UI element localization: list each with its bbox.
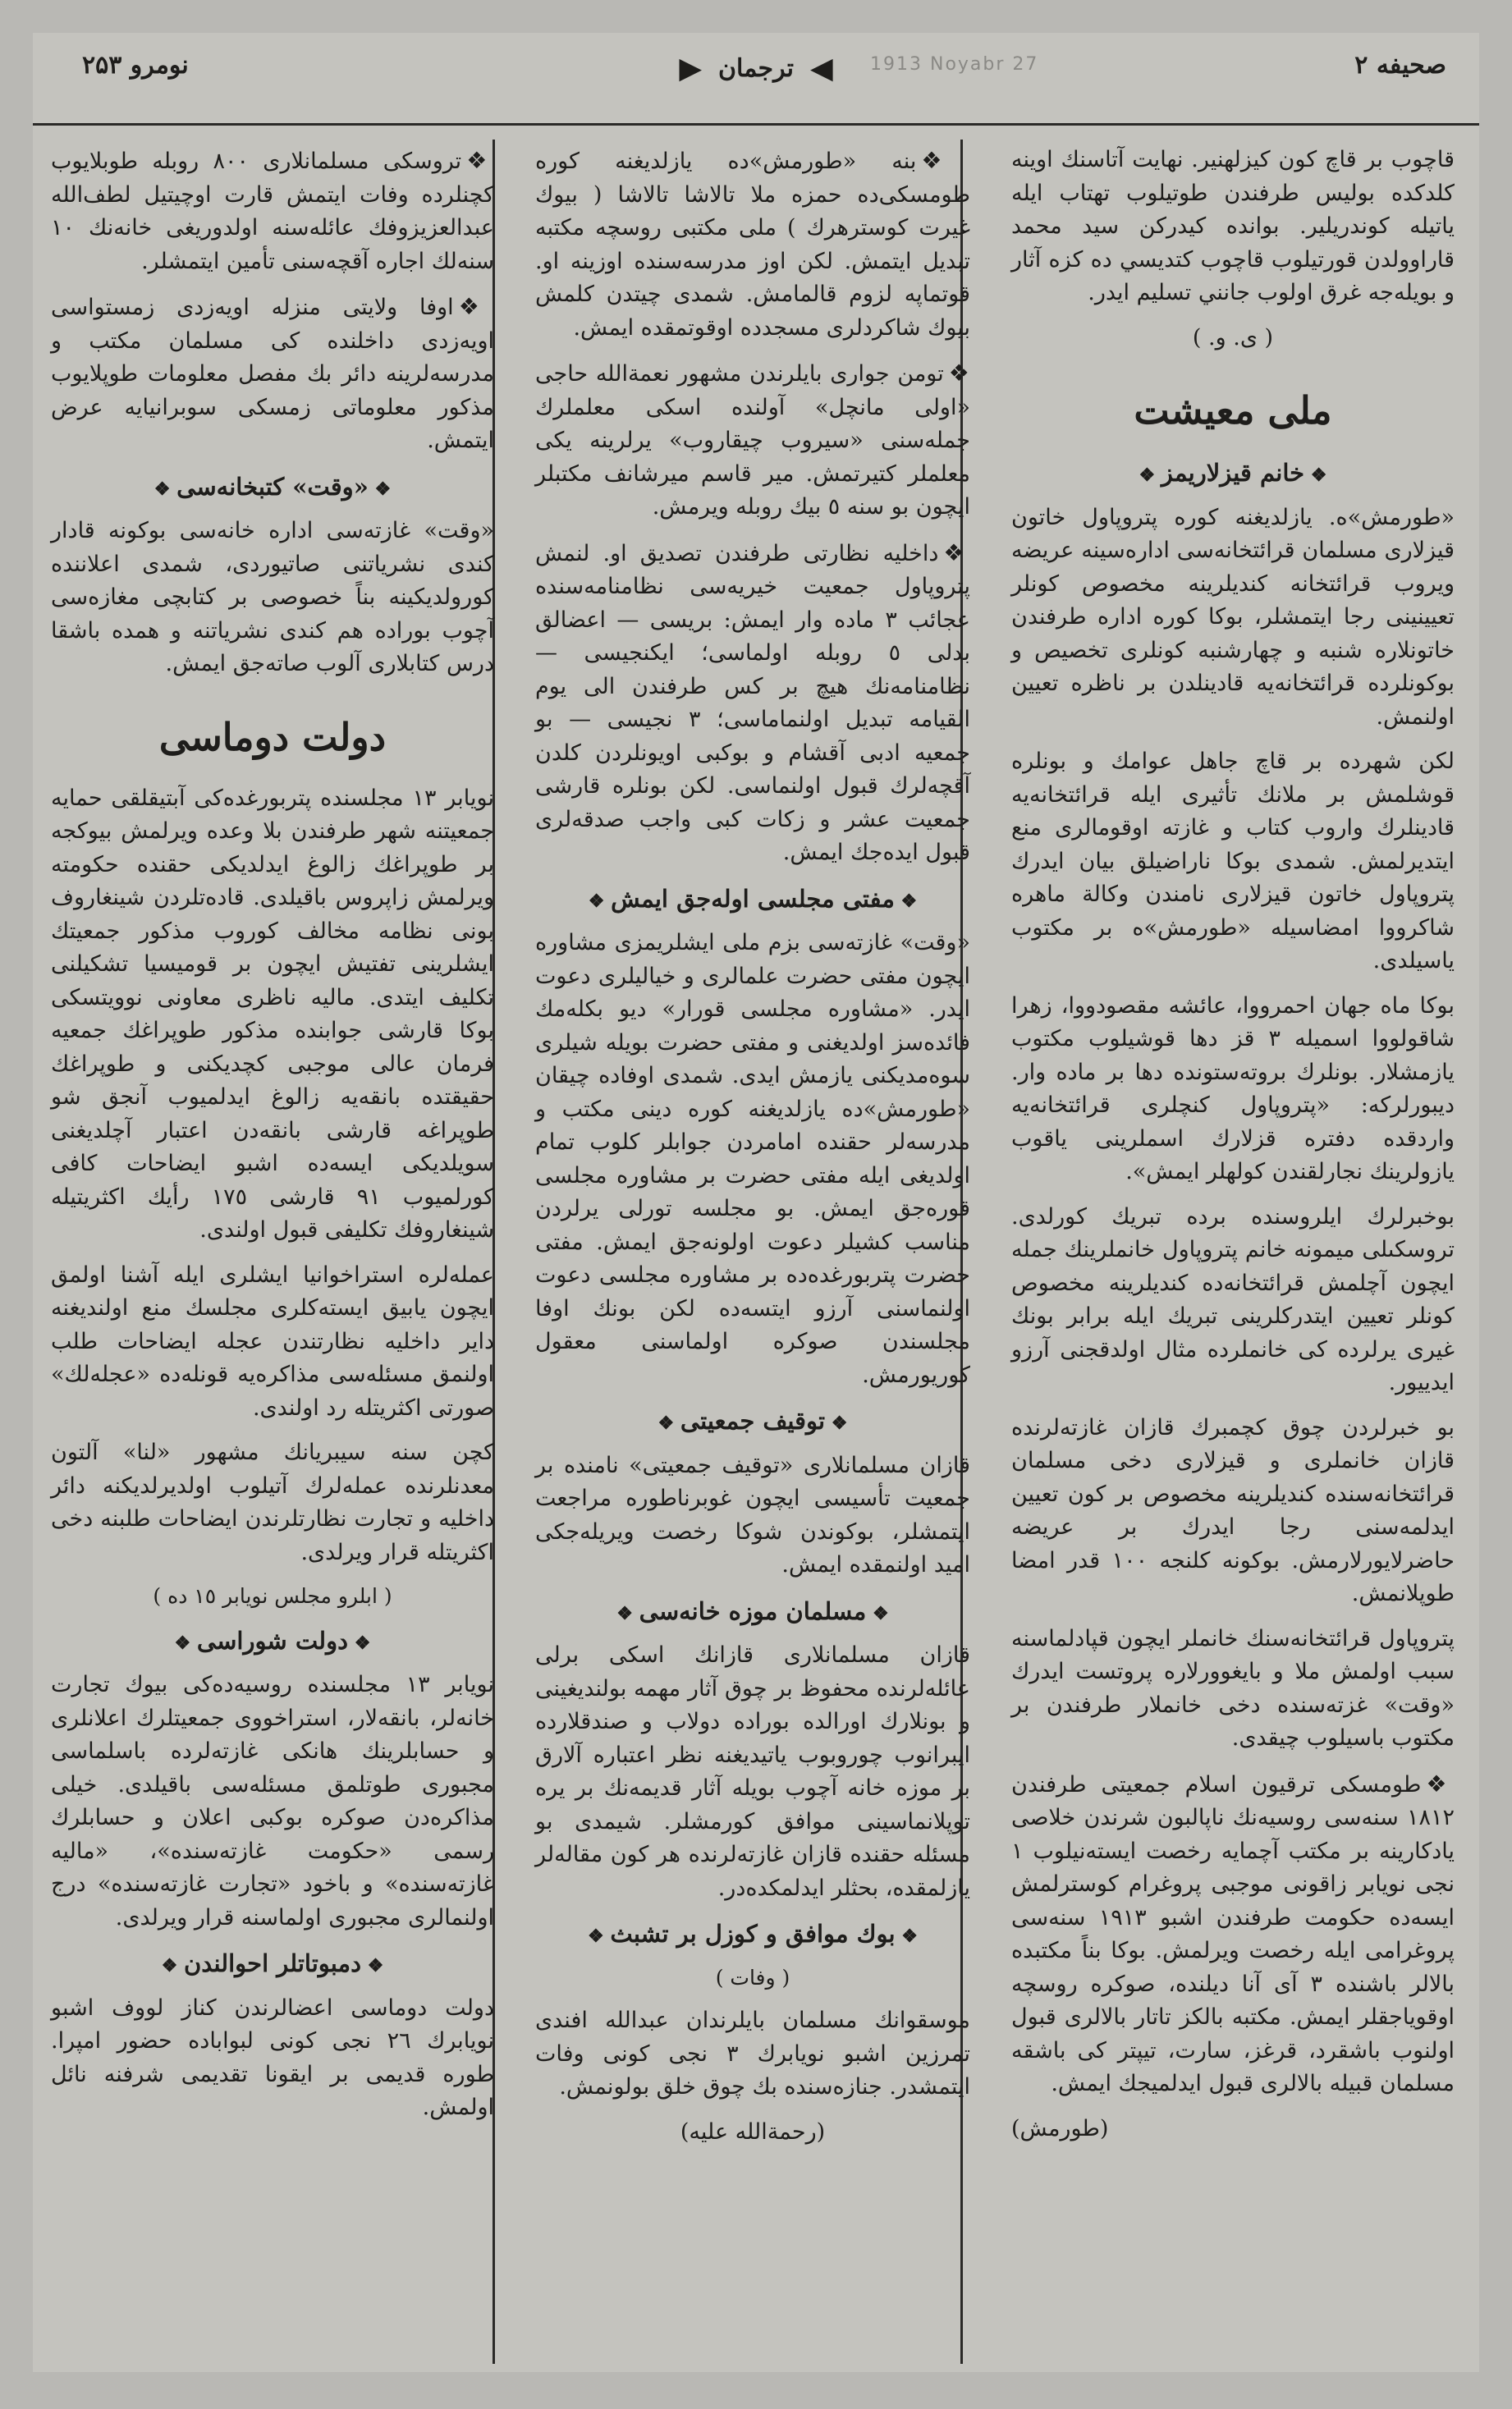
article-paragraph bbox=[51, 144, 494, 278]
column-left bbox=[51, 144, 494, 2360]
article-paragraph: «وقت» غازته‌سى بزم ملى ايشلريمزى مشاوره ايچون مفتى حضرت علمالرى و خياليلرى دعوت ايدر. «مشاوره مجلسى قورار» ديو بكله‌مك فائده‌سز اولديغنى و مفتى حضرت بويله شيلرى سوه‌مديكنى يازمش ايدى. شمدى اوفاده چيقان «طورمش»ده يازلديغنه كوره دينى مكتب و مدرسه‌لر حقنده امامردن جوابلر كلوب تمام اولديغى ايله مفتى حضرت بر مشاوره مجلسى قوره‌جق ايمش. بو مجلسه تورلى يرلردن مناسب كشيلر دعوت اولونه‌جق ايمش. مفتى حضرت پتربورغده‌ده بر مشاوره مجلسى دعوت اولنماسنى آرزو ايتسه‌ده لكن بونك اوفا مجلسندن صوكره اولماسنى معقول كوريورمش. bbox=[535, 930, 970, 1388]
subsection-title: ❖ مفتى مجلسى اوله‌جق ايمش ❖ bbox=[535, 882, 970, 918]
ornament-icon: ❖ bbox=[943, 538, 970, 566]
article-paragraph: قازان مسلمانلارى «توقيف جمعيتى» نامنده بر جمعيت تأسيسى ايچون غوبرناطوره مراجعت ايتمشلر، بوكوندن شوكا رخصت ويريله‌جكى اميد اولنمقده ايمش. bbox=[535, 1452, 970, 1578]
article-paragraph: «وقت» غازته‌سى اداره خانه‌سى بوكونه قادار كندى نشرياتنى صاتيوردى، شمدى اعلاننده كورولديكينه بناً خصوصى بر كتابچى مغازه‌سى آچوب بوراده هم كندى نشرياتنه و همده باشقا درس كتابلارى آلوب صاته‌جق ايمش. bbox=[51, 518, 494, 676]
page-header bbox=[33, 33, 1479, 126]
article-paragraph bbox=[1011, 1767, 1455, 2101]
article-paragraph: قاچوب بر قاچ كون كيزلهنير. نهايت آتاسنك اوينه كلدكده بوليس طرفندن طوتيلوب تهتاب ايله ياتيله كوندريلير. بوانده كيدركن سيد محمد قاراوولدن قورتيلوب قاچوب كتديسي ده كزه آثار و بويله‌جه غرق اولوب جانني تسليم ايدر. bbox=[1011, 147, 1455, 305]
article-paragraph bbox=[535, 536, 970, 870]
subsection-title: ❖ توقيف جمعيتى ❖ bbox=[535, 1404, 970, 1440]
subsection-title: ❖ دولت شوراسى ❖ bbox=[51, 1624, 494, 1660]
article-paragraph bbox=[535, 356, 970, 524]
subsection-title: ❖ «وقت» كتبخانه‌سى ❖ bbox=[51, 469, 494, 506]
article-paragraph: نويابر ١٣ مجلسنده روسيه‌ده‌كى بيوك تجارت خانه‌لر، بانقه‌لار، استراخووى جمعيتلرك اعلانلرى و حسابلرينك هانكى غازته‌لرده باسلماسى مجبورى طوتلمق مسئله‌سى باقيلدى. خيلى مذاكره‌دن صوكره بوكبى اعلان و حسابلرك رسمى «حكومت غازته‌سنده»، «ماليه غازته‌سنده» و باخود «تجارت غازته‌سنده» درج اولنمالرى مجبورى اولماسنه قرار ويرلدى. bbox=[51, 1672, 494, 1930]
subsection-title: ❖ خانم قيزلاريمز ❖ bbox=[1011, 456, 1455, 492]
article-paragraph: پتروپاول قرائتخانه‌سنك خانملر ايچون قپادلماسنه سبب اولمش ملا و بايغوورلاره پروتست ايدرك «وقت» غزته‌سنده دخى خانملار طرفندن بر مكتوب باسيلوب چيقدى. bbox=[1011, 1625, 1455, 1751]
paragraph-text: اوفا ولايتى منزله اويه‌زدى زمستواسى اويه‌زدى داخلنده كى مسلمان مكتب و مدرسه‌لرينه دائر بك مفصل معلومات طوپلايوب مذكور معلوماتى زمسكى سوبرانيايه عرض ايتمش. bbox=[51, 295, 494, 453]
article-paragraph: بوكا ماه جهان احمرووا، عائشه مقصودووا، زهرا شاقولووا اسميله ٣ قز دها قوشيلوب مكتوب يازمشلار. بونلرك بروته‌ستونده دها بر ماده وار. ديبورلركه: «پتروپاول كنچلرى قرائتخانه‌يه واردقده دفتره قزلارك اسملرينى ياقوب يازولرينك نجارلقندن كولهلر ايمش». bbox=[1011, 992, 1455, 1184]
subsection-title: ❖ بوك موافق و كوزل بر تشبث ❖ bbox=[535, 1917, 970, 1953]
column-middle bbox=[535, 144, 970, 2360]
paragraph-text: طومسكى ترقيون اسلام جمعيتى طرفندن ١٨١٢ سنه‌سى روسيه‌نك ناپالبون شرندن خلاصى يادكارينه بر مكتب آچمايه رخصت ايسته‌نيلوب ١ نجى نويابر زاقونى موجبى پروغرام كوسترلمش ايسه‌ده حكومت طرفندن اشبو ١٩١٣ سنه‌سى پروغرامى ايله رخصت ويرلمش. بوكا بناً مكتبده بالالر باشنده ٣ آى آنا ديلنده، صوكره روسچه اوقوياجقلر ايمش. مكتبه بالكز تاتار بالالرى قبول اولنوب باشقرد، قرغز، سارت، تيپتر كى باشقه مسلمان قبيله بالالرى قبول ايدلميجك ايمش. bbox=[1011, 1771, 1455, 2096]
article-signature bbox=[1011, 2113, 1455, 2146]
masthead bbox=[679, 51, 832, 85]
left-arrow-icon: ◀ bbox=[809, 51, 833, 85]
signature-text: (طورمش) bbox=[1011, 2115, 1109, 2141]
article-signature: ( ى. و. ) bbox=[1192, 324, 1274, 350]
article-paragraph: موسقوانك مسلمان بايلرندان عبدالله افندى تمرزين اشبو نويابرك ٣ نجى كونى وفات ايتمشدر. جنازه‌سنده بك چوق خلق بولونمش. bbox=[535, 2008, 970, 2100]
issue-number: نومرو ۲۵۳ bbox=[82, 51, 189, 80]
article-paragraph: كچن سنه سيبريانك مشهور «لنا» آلتون معدنلرنده عمله‌لرك آتيلوب اولديرلديكنه دائر داخليه و تجارت نظارتلرندن ايضاحات طلبنه دخى اكثريتله قرار ويرلدى. bbox=[51, 1440, 494, 1565]
article-note: ( ابلرو مجلس نويابر ١٥ ده ) bbox=[153, 1584, 392, 1608]
article-paragraph: بو خبرلردن چوق كچمبرك قازان غازته‌لرنده قازان خانملرى و قيزلارى دخى مسلمان قرائتخانه‌سنده كنديلرينه مخصوص بر كون تعيين ايدلمه‌سنى رجا ايدرك بر عريضه حاضرلايورلارمش. بوكونه كلنجه ١٠٠ قدر امضا طوپلانمش. bbox=[1011, 1414, 1455, 1606]
article-paragraph: نويابر ١٣ مجلسنده پتربورغده‌كى آبتيقلقى حمايه جمعيتنه شهر طرفندن بلا وعده ويرلمش بيوكجه بر طوپراغك زالوغ ايدلديكى حقنده حكومته ويرلمش زاپروس باقيلدى. قاده‌تلردن شينغاروف بونى نظامه مخالف كوروب مذكور جمعيتك ايشلرينى تفتيش ايچون بر قوميسيا تشكيلنى تكليف ايتدى. ماليه ناظرى معاونى نوويتسكى بوكا قارشى جوابنده مذكور طوپراغك جمعيه فرمان عالى موجبى كچديكنى و طوپراغك حقيقتده بانقه‌يه زالوغ ايدلميوب آنجق شو طوپراغه قارشى بانقه‌دن اعتبار آچلديغنى سويلديكى ايسه‌ده اشبو ايضاحات كافى كورلميوب ٩١ قارشى ١٧٥ رأيك اكثريتيله شينغاروفك تكليفى قبول اولندى. bbox=[51, 785, 495, 1243]
paragraph-text: داخليه نظارتى طرفندن تصديق او. لنمش پتروپاول جمعيت خيريه‌سى نظامنامه‌سنده عجائب ٣ ماده وار ايمش: بريسى — اعضالق بدلى ٥ روبله اولماسى؛ ايكنجيسى — نظامنامه‌نك هيچ بر كس طرفندن الى يوم القيامه تبديل اولنماماسى؛ ٣ نجيسى — بو جمعيه ادبى آقشام و بوكبى اويونلردن كلدن آقچه‌لرك قبول اولنماسى. لكن بونلره قارشى جمعيت عشر و زكات كبى واجب صدقه‌لرى قبول ايده‌جك ايمش. bbox=[535, 540, 971, 865]
paragraph-text: تروسكى مسلمانلارى ٨٠٠ روبله طوبلايوب كچنلرده وفات ايتمش قارت اوچيتيل لطف‌الله عبدالعزيزوفك عائله‌سنه اولدوريغى خانه‌نك ١٠ سنه‌لك اجاره آقچه‌سنى تأمين ايتمشلر. bbox=[51, 149, 494, 274]
section-title: ملى معيشت bbox=[1134, 388, 1332, 433]
subsection-title: ❖ مسلمان موزه خانه‌سى ❖ bbox=[535, 1594, 970, 1630]
article-paragraph: لكن شهرده بر قاچ جاهل عوامك و بونلره قوشلمش بر ملانك تأثيرى ايله قرائتخانه‌يه قادينلرك واروب كتاب و غازته اوقومالرى منع ايتديرلمش. شمدى بوكا ناراضيلق بيان ايدرك پتروپاول خاتون قيزلارى نامندن وكالة ماهره شاكرووا امضاسيله «طورمش»ه بر مكتوب ياسيلدى. bbox=[1011, 749, 1455, 973]
article-paragraph: بوخبرلرك ايلروسنده برده تبريك كورلدى. تروسكىلى ميمونه خانم پتروپاول خانملرينك جمله ايچون آچلمش قرائتخانه‌ده كنديلرينه مخصوص كونلر تعيين ايتدركلرينى تبريك ايله برابر بونك غيرى يرلرده كى خانملرده مثال اولدقجنى آرزو ايدييور. bbox=[1011, 1203, 1455, 1395]
paragraph-text: تومن جوارى بايلرندن مشهور نعمةالله حاجى «اولى مانچل» آولنده اسكى معلملرك جمله‌سنى «سيروب چيقاروب» يرلرينه يكى معلملر كتيرتمش. مير قاسم ميرشانف مكتبلر ايچون بو سنه ٥ بيك روبله ويرمش. bbox=[535, 361, 970, 520]
article-paragraph: قازان مسلمانلارى قازانك اسكى برلى عائله‌لرنده محفوظ بر چوق آثار مهمه بولنديغينى و بونلارك اورالده بوراده دولاب و صندقلارده ايبرانوب چوروبوب ياتيديغنه نظر اعتباره آلارق بر موزه خانه آچوب بويله آثار قديمه‌نك بر يره توپلانماسينى موافق كورمشلر. شيمدى بو مسئله حقنده قازان غازته‌لرنده هر كون مقاله‌لر يازلمقده، بحثلر ايدلمكده‌در. bbox=[535, 1642, 970, 1901]
ornament-icon: ❖ bbox=[948, 360, 971, 387]
page-number: صحيفه ۲ bbox=[1354, 51, 1446, 80]
ornament-icon: ❖ bbox=[466, 147, 494, 174]
article-paragraph: عمله‌لره استراخوانيا ايشلرى ايله آشنا اولمق ايچون يابيق ايسته‌كلرى مجلسك منع اولنديغنه داير داخليه نظارتندن عجله ايضاحات طلب اولنمق مسئله‌سى مذاكره‌يه قونله‌ده «عجله‌لك» صورتى اكثريتله رد اولندى. bbox=[51, 1262, 494, 1421]
column-right bbox=[1011, 144, 1455, 2360]
right-arrow-icon: ▶ bbox=[679, 51, 703, 85]
faint-date-text: 1913 Noyabr 27 bbox=[870, 54, 1039, 75]
paragraph-text: بنه «طورمش»ده يازلديغنه كوره طومسكى‌ده حمزه ملا تالاشا تالاشا ( بيوك غيرت كوسترهرك ) ملى مكتبى روسچه مكتبه تبديل ايتمش. لكن اوز مدرسه‌سنده اوزينه او. قوتماپه لزوم قالمامش. شمدى چيتدن كلمش بيوك شاكردلرى مسجدده اوقوتمقده ايمش. bbox=[535, 149, 970, 341]
ornament-icon: ❖ bbox=[921, 147, 970, 174]
ornament-icon: ❖ bbox=[458, 293, 494, 320]
paper-name: ترجمان bbox=[718, 53, 794, 83]
section-title: دولت دوماسى bbox=[158, 714, 387, 759]
article-paragraph: دولت دوماسى اعضالرندن كناز لووف اشبو نويابرك ٢٦ نجى كونى لبواباده حضور امپرا. طوره قديمى بر ايقونا تقديمى شرفنه نائل اولمش. bbox=[51, 1995, 494, 2120]
article-paragraph: «طورمش»ه. يازلديغنه كوره پتروپاول خاتون قيزلارى مسلمان قرائتخانه‌سى اداره‌سينه عريضه ويروب قرائتخانه كنديلرينه مخصوص كونلر تعيينينى رجا ايتمشلر، بوكا كوره اداره طرفندن خاتونلاره شنبه و چهارشنبه كونلرى تخصيص و بوكونلرده قرائتخانه‌يه قادينلدن بر ناظره تعيين اولنمش. bbox=[1011, 504, 1455, 730]
article-paragraph bbox=[51, 290, 494, 458]
subsection-note: ( وفات ) bbox=[715, 1965, 790, 1990]
subsection-title: ❖ دمبوتاتلر احوالندن ❖ bbox=[51, 1946, 494, 1982]
ornament-icon: ❖ bbox=[1426, 1770, 1455, 1798]
article-signature: (رحمةالله عليه) bbox=[680, 2118, 826, 2145]
article-paragraph bbox=[535, 144, 970, 345]
newspaper-page bbox=[33, 33, 1479, 2372]
